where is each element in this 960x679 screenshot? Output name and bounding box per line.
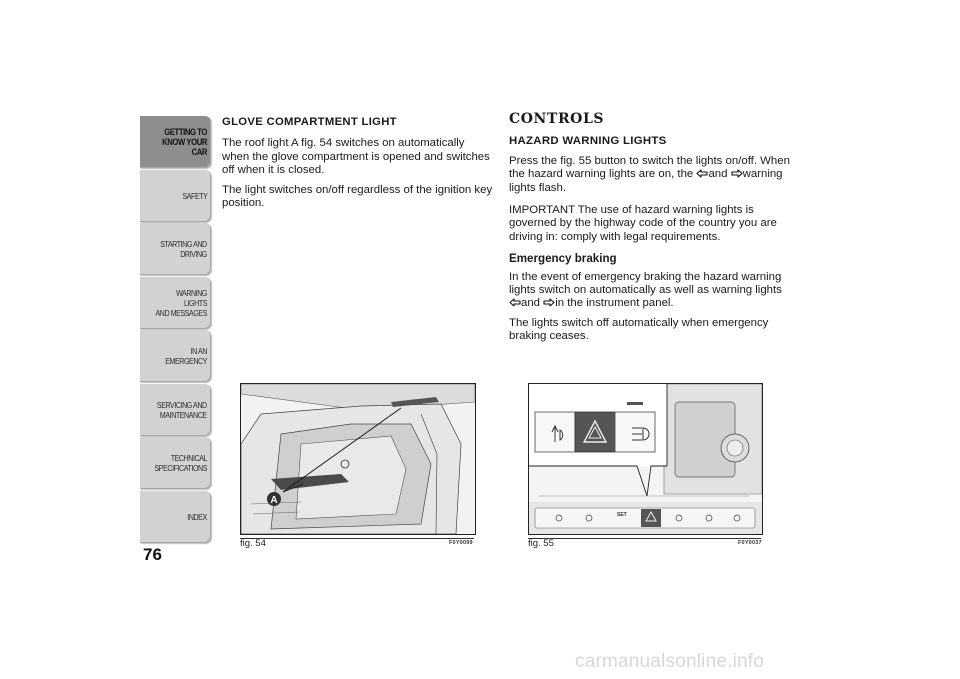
callout-marker-a: A xyxy=(270,495,278,506)
hazard-paragraph-1: Press the fig. 55 button to switch the lights on/off. When the hazard warning lights are on, the and warning lights flash. xyxy=(509,154,790,194)
figure-54-code: F0Y0099 xyxy=(449,540,473,546)
turn-left-arrow-icon xyxy=(696,169,708,178)
tab-label: SERVICING AND MAINTENANCE xyxy=(157,399,207,420)
tab-label: GETTING TO KNOW YOUR CAR xyxy=(162,126,207,157)
left-column xyxy=(222,116,494,216)
hazard-paragraph-important: IMPORTANT The use of hazard warning lights is governed by the highway code of the country you are driving in: comply with legal requirements. xyxy=(509,204,777,243)
tab-safety[interactable] xyxy=(140,170,211,222)
hazard-panel-illustration xyxy=(529,384,762,534)
tab-label: INDEX xyxy=(187,511,207,522)
tab-label: TECHNICAL SPECIFICATIONS xyxy=(154,453,207,473)
turn-right-arrow-icon xyxy=(731,169,743,178)
tab-label: WARNING LIGHTS AND MESSAGES xyxy=(155,287,207,318)
controls-heading: CONTROLS xyxy=(509,111,605,127)
tab-in-an-emergency[interactable] xyxy=(140,330,211,382)
tab-warning-lights[interactable] xyxy=(140,277,211,329)
figure-55-code: F0Y0037 xyxy=(738,540,762,546)
emergency-paragraph-1: In the event of emergency braking the hazard warning lights switch on automatically as well as warning lights and in the instrument panel. xyxy=(509,270,782,310)
chapter-tabs xyxy=(140,116,211,544)
tab-starting-and-driving[interactable] xyxy=(140,223,211,275)
turn-right-arrow-icon xyxy=(543,298,555,307)
figure-54-glove-compartment xyxy=(240,383,476,535)
glove-light-paragraph-1: The roof light A fig. 54 switches on automatically when the glove compartment is opened and switches off when it is closed. xyxy=(222,137,490,177)
tab-getting-to-know-your-car[interactable] xyxy=(140,116,211,168)
tab-label: SAFETY xyxy=(182,190,207,201)
figure-55-hazard-button xyxy=(528,383,763,535)
tab-technical-specifications[interactable] xyxy=(140,437,211,489)
tab-servicing[interactable] xyxy=(140,384,211,436)
glove-light-paragraph-2: The light switches on/off regardless of the ignition key position. xyxy=(222,183,493,210)
page-number: 76 xyxy=(143,545,162,564)
tab-label: STARTING AND DRIVING xyxy=(160,239,207,259)
glove-light-heading: GLOVE COMPARTMENT LIGHT xyxy=(222,116,397,128)
emergency-paragraph-2: The lights switch off automatically when emergency braking ceases. xyxy=(509,316,769,343)
right-column xyxy=(509,113,791,350)
hazard-heading: HAZARD WARNING LIGHTS xyxy=(509,135,667,148)
tab-label: IN AN EMERGENCY xyxy=(165,346,207,366)
watermark: carmanualsonline.info xyxy=(575,651,765,672)
tab-index[interactable] xyxy=(140,491,211,543)
figure-55-rule xyxy=(528,538,761,539)
turn-left-arrow-icon xyxy=(509,298,521,307)
figure-54-rule xyxy=(240,538,474,539)
set-button-label: SET xyxy=(617,512,627,518)
emergency-braking-heading: Emergency braking xyxy=(509,252,617,266)
figure-54-caption: fig. 54 xyxy=(240,538,266,549)
glove-compartment-illustration xyxy=(241,384,475,534)
figure-55-caption: fig. 55 xyxy=(528,538,554,549)
